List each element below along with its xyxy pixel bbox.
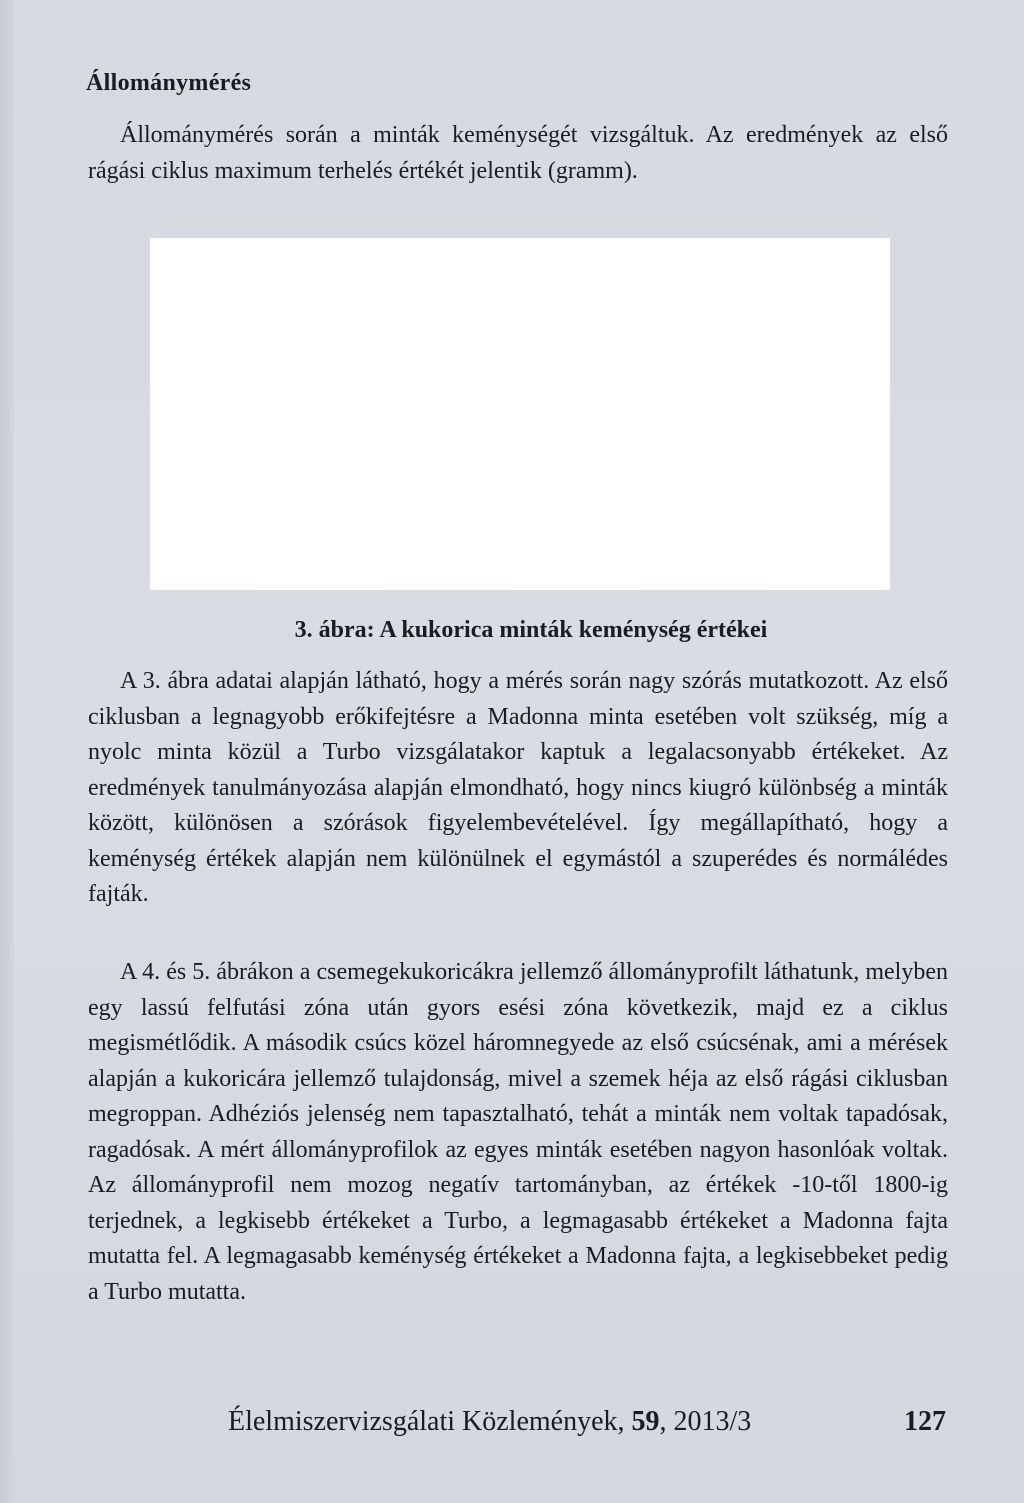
figure-caption: 3. ábra: A kukorica minták keménység értékei bbox=[294, 617, 768, 643]
intro-paragraph: Állománymérés során a minták keménységét vizsgáltuk. Az eredmények az első rágási ciklus maximum terhelés értékét jelentik (gramm). bbox=[88, 122, 948, 184]
page-number: 127 bbox=[904, 1406, 946, 1437]
figure-placeholder bbox=[150, 238, 890, 590]
discussion-paragraph: A 3. ábra adatai alapján látható, hogy a mérés során nagy szórás mutatkozott. Az első ciklusban a legnagyobb erőkifejtésre a Madonna minta esetében volt szükség, míg a nyolc minta közül a Turbo vizsgálatakor kaptuk a legalacsonyabb értékeket. Az eredmények tanulmányozása alapján elmondható, hogy nincs kiugró különbség a minták között, különösen a szórások figyelembevételével. Így megállapítható, hogy a keménység értékek alapján nem különülnek el egymástól a szuperédes és normálédes fajták. bbox=[88, 668, 948, 907]
journal-footer bbox=[228, 1406, 751, 1438]
journal-name: Élelmiszervizsgálati Közlemények, bbox=[228, 1406, 632, 1437]
journal-volume: 59 bbox=[631, 1406, 660, 1437]
profile-paragraph: A 4. és 5. ábrákon a csemegekukoricákra jellemző állományprofilt láthatunk, melyben egy lassú felfutási zóna után gyors esési zóna következik, majd ez a ciklus megismétlődik. A második csúcs közel háromnegyede az első csúcsénak, ami a mérések alapján a kukoricára jellemző tulajdonság, mivel a szemek héja az első rágási ciklusban megroppan. Adhéziós jelenség nem tapasztalható, tehát a minták nem voltak tapadósak, ragadósak. A mért állományprofilok az egyes minták esetében nagyon hasonlóak voltak. Az állományprofil nem mozog negatív tartományban, az értékek -10-től 1800-ig terjednek, a legkisebb értékeket a Turbo, a legmagasabb értékeket a Madonna fajta mutatta fel. A legmagasabb keménység értékeket a Madonna fajta, a legkisebbeket pedig a Turbo mutatta. bbox=[88, 959, 948, 1305]
journal-issue: , 2013/3 bbox=[659, 1406, 752, 1437]
section-heading: Állománymérés bbox=[86, 70, 252, 96]
page-binding-edge bbox=[0, 0, 14, 1503]
